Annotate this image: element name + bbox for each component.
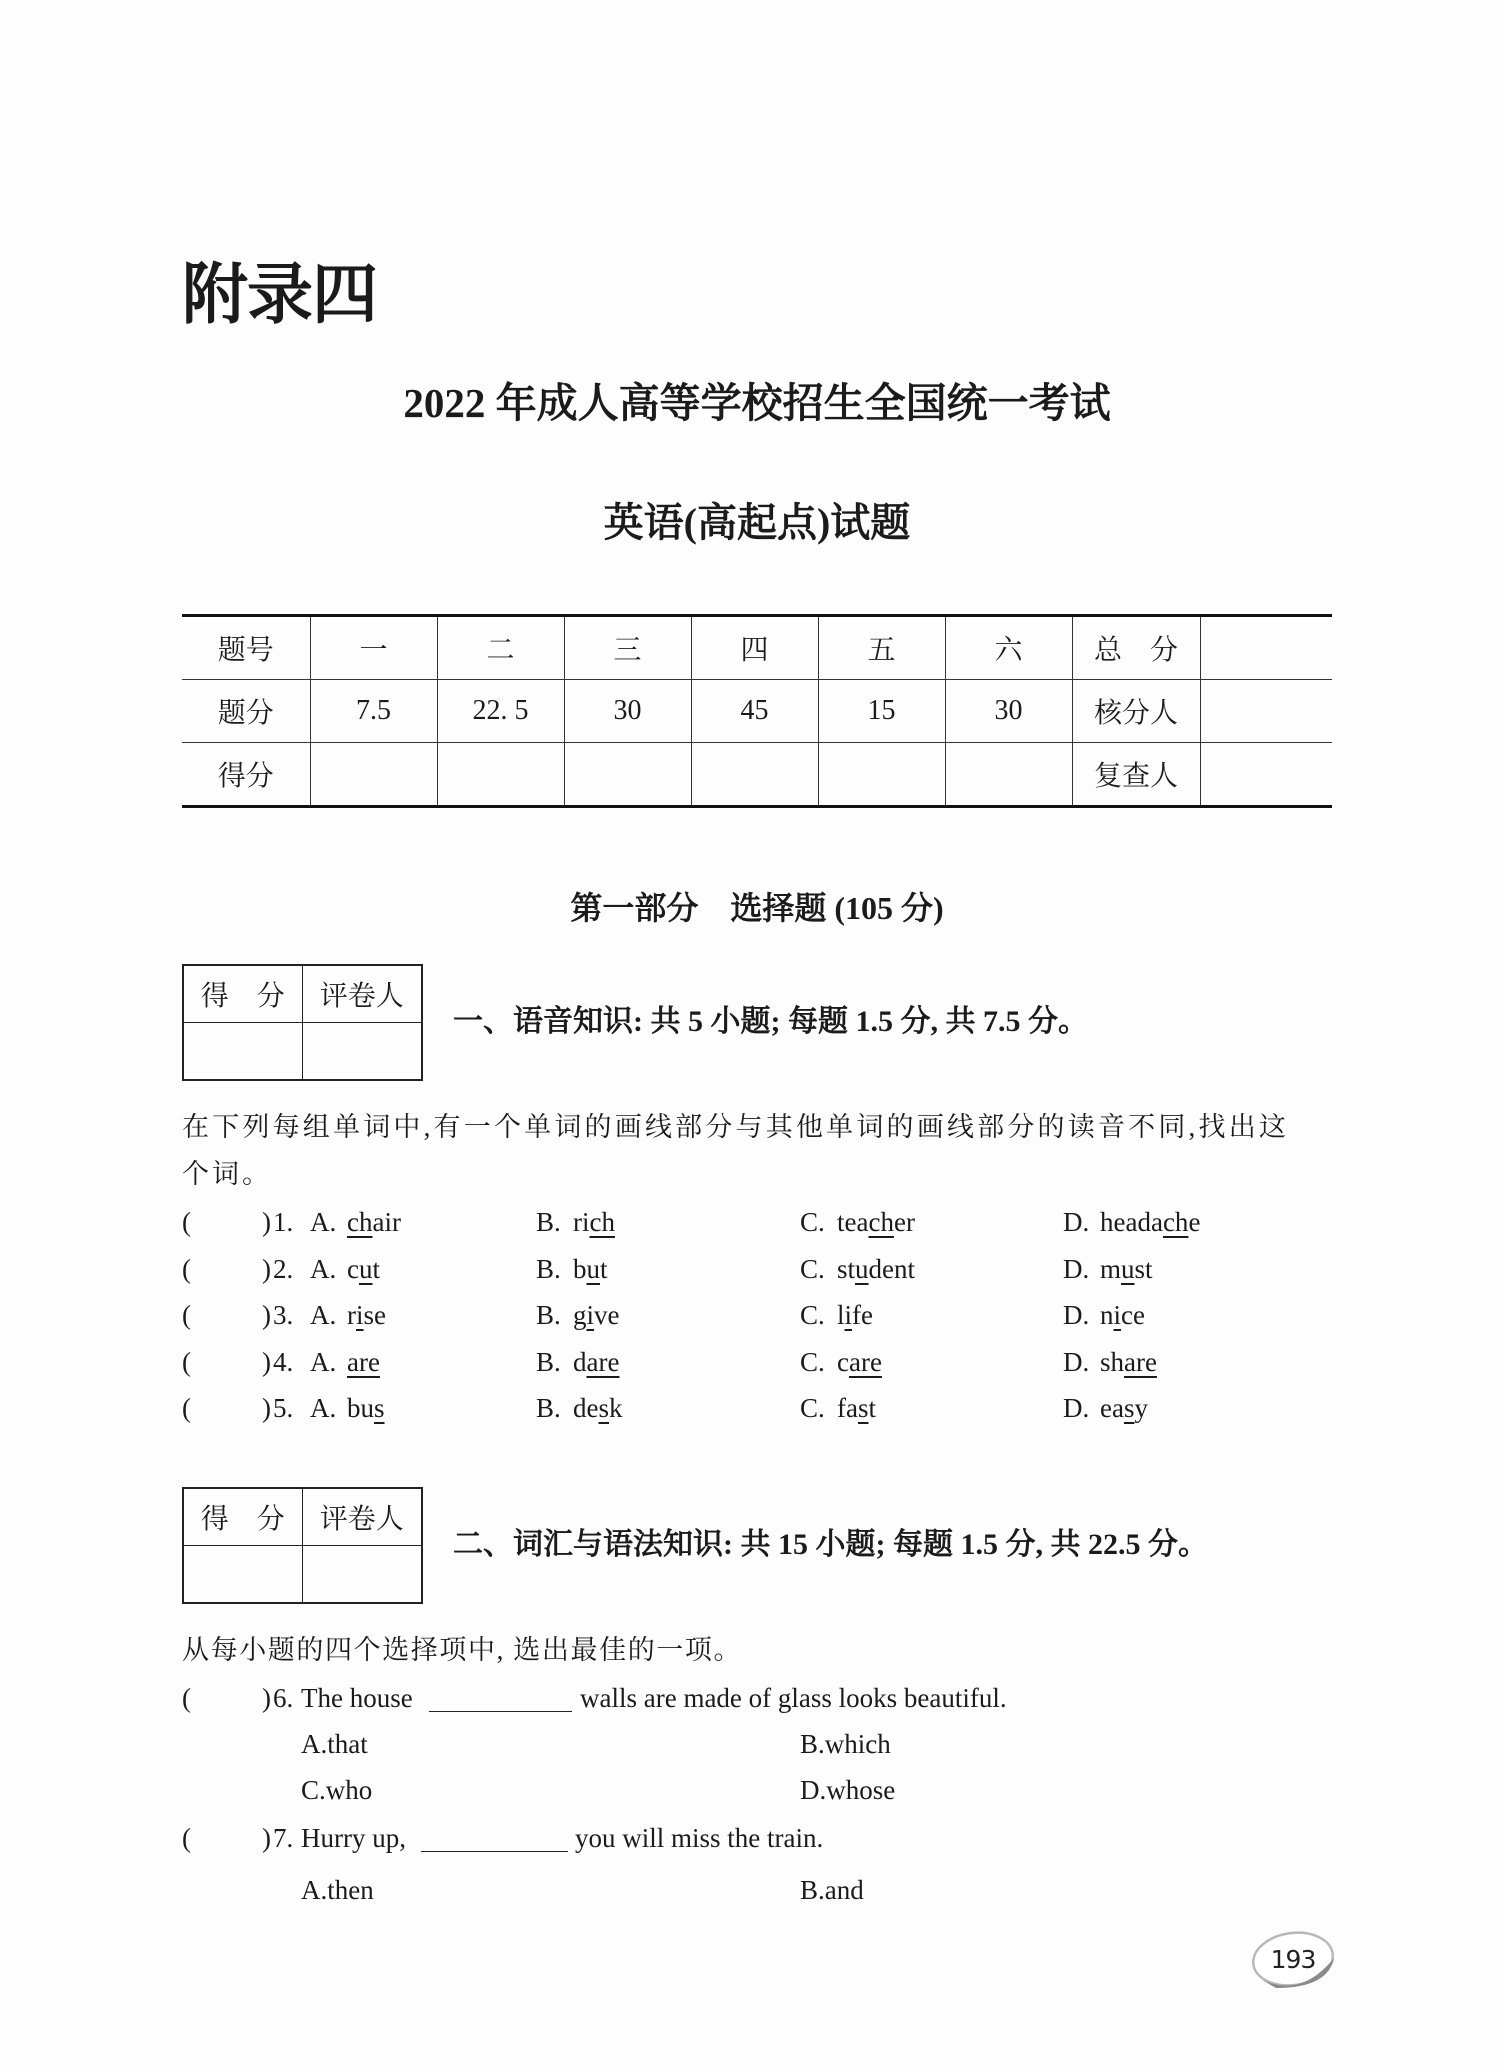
option-label: C. [800, 1393, 825, 1424]
option-text: who [325, 1775, 373, 1805]
score-table-cell: 一 [310, 616, 437, 680]
score-table-cell [1200, 616, 1332, 680]
option-word [573, 1393, 623, 1423]
score-table-cell: 45 [691, 680, 818, 743]
option-word [1100, 1393, 1148, 1423]
option-text: and [824, 1875, 864, 1905]
word-part: t [868, 1393, 877, 1424]
score-table-cell: 六 [945, 616, 1072, 680]
grader-label: 评卷人 [302, 965, 422, 1023]
option [310, 1292, 386, 1338]
word-part: c [837, 1346, 849, 1377]
exam-title: 2022 年成人高等学校招生全国统一考试 [403, 380, 1111, 426]
question-stem-after: you will miss the train. [575, 1823, 824, 1853]
word-part: ve [594, 1300, 620, 1331]
word-part: fe [852, 1300, 874, 1331]
section1-heading: 一、语音知识: 共 5 小题; 每题 1.5 分, 共 7.5 分。 [453, 1005, 1088, 1038]
word-part: m [1100, 1253, 1122, 1284]
word-part: c [347, 1253, 359, 1284]
answer-bracket-open: ( [182, 1823, 191, 1853]
option [800, 1767, 895, 1813]
option [310, 1199, 401, 1245]
word-part: b [573, 1253, 587, 1284]
question-row [0, 1246, 1504, 1292]
option [800, 1199, 915, 1245]
underlined-part: i [844, 1300, 853, 1331]
option-word [573, 1347, 619, 1377]
score-table-cell: 题号 [182, 616, 310, 680]
word-part: fa [837, 1393, 858, 1424]
answer-bracket-open: ( [182, 1253, 191, 1284]
question-stem-before: The house [301, 1683, 413, 1713]
score-table-cell: 四 [691, 616, 818, 680]
score-table-cell: 二 [437, 616, 564, 680]
grader-box [182, 964, 423, 1081]
option-label: B. [536, 1253, 561, 1284]
question-number: 5. [273, 1393, 294, 1424]
option-word [837, 1207, 915, 1237]
question-stem-after: walls are made of glass looks beautiful. [580, 1683, 1007, 1713]
option-word [347, 1347, 380, 1377]
answer-bracket-close: ) [262, 1207, 271, 1237]
underlined-part: s [857, 1393, 869, 1424]
option-word [1100, 1254, 1153, 1284]
word-part: er [893, 1207, 915, 1237]
option-text: which [824, 1729, 891, 1759]
option-row [0, 1867, 1504, 1913]
option [800, 1385, 876, 1431]
section2-heading: 二、词汇与语法知识: 共 15 小题; 每题 1.5 分, 共 22.5 分。 [453, 1528, 1208, 1561]
answer-bracket-close: ) [262, 1683, 271, 1713]
option [536, 1385, 623, 1431]
word-part: de [573, 1393, 599, 1424]
page-number: 193 [1270, 1945, 1316, 1974]
option-label: D. [1063, 1207, 1090, 1237]
word-part: l [837, 1300, 845, 1331]
option-label: A. [310, 1207, 337, 1237]
question-row [0, 1292, 1504, 1338]
underlined-part: ch [589, 1207, 615, 1237]
score-blank-cell [183, 1023, 302, 1081]
score-table-cell [310, 743, 437, 807]
option [1063, 1339, 1157, 1385]
underlined-part: are [586, 1346, 620, 1377]
option [536, 1246, 608, 1292]
grader-box [182, 1487, 423, 1604]
answer-bracket-close: ) [262, 1253, 271, 1284]
word-part: dent [868, 1253, 916, 1284]
section1-instruction-line: 个词。 [182, 1159, 272, 1189]
score-label: 得 分 [183, 965, 302, 1023]
option-word [837, 1347, 882, 1377]
option-word [1100, 1347, 1157, 1377]
option-text: that [327, 1729, 368, 1759]
question-number: 4. [273, 1346, 294, 1377]
score-table-cell: 复查人 [1072, 743, 1200, 807]
option [800, 1246, 915, 1292]
option [536, 1292, 620, 1338]
answer-bracket-close: ) [262, 1300, 271, 1331]
score-table-cell [564, 743, 691, 807]
answer-bracket-open: ( [182, 1346, 191, 1377]
option-label: B. [536, 1346, 561, 1377]
option-word [347, 1300, 386, 1330]
underlined-part: i [356, 1300, 364, 1331]
option-label: C. [800, 1207, 825, 1237]
score-table-cell: 30 [564, 680, 691, 743]
option [800, 1867, 864, 1913]
score-table-cell: 22. 5 [437, 680, 564, 743]
option-label: D. [800, 1775, 827, 1805]
word-part: sh [1100, 1346, 1125, 1377]
question-row [0, 1339, 1504, 1385]
underlined-part: s [598, 1393, 609, 1424]
score-table-cell: 15 [818, 680, 945, 743]
option [1063, 1292, 1145, 1338]
word-part: st [837, 1253, 856, 1284]
option [310, 1385, 385, 1431]
question-number: 3. [273, 1300, 294, 1331]
underlined-part: ch [347, 1207, 373, 1237]
question-number: 1. [273, 1207, 294, 1237]
question-row [0, 1815, 1504, 1861]
question-number: 7. [273, 1823, 294, 1853]
option-label: D. [1063, 1253, 1090, 1284]
answer-bracket-close: ) [262, 1346, 271, 1377]
option [301, 1867, 374, 1913]
option-label: C. [800, 1253, 825, 1284]
word-part: ri [573, 1207, 590, 1237]
word-part: t [372, 1253, 380, 1284]
underlined-part: ch [1162, 1207, 1189, 1237]
underlined-part: u [855, 1253, 869, 1284]
underlined-part: s [1123, 1393, 1135, 1424]
question-row [0, 1385, 1504, 1431]
option-label: C. [800, 1300, 825, 1331]
word-part: d [573, 1346, 587, 1377]
underlined-part: ch [868, 1207, 894, 1237]
word-part: se [363, 1300, 387, 1331]
question-number: 2. [273, 1253, 294, 1284]
option-word [1100, 1207, 1200, 1237]
answer-bracket-close: ) [262, 1393, 271, 1424]
appendix-title: 附录四 [182, 256, 377, 333]
option-text: whose [826, 1775, 896, 1805]
option-label: D. [1063, 1300, 1090, 1331]
grader-blank-cell [302, 1546, 422, 1604]
score-table-cell: 7.5 [310, 680, 437, 743]
question-row [0, 1675, 1504, 1721]
option-word [1100, 1300, 1145, 1330]
option-row [0, 1721, 1504, 1767]
option-word [347, 1207, 401, 1237]
option-word [573, 1254, 608, 1284]
score-table-cell [437, 743, 564, 807]
option-word [573, 1300, 620, 1330]
option [310, 1246, 380, 1292]
option-label: D. [1063, 1393, 1090, 1424]
answer-bracket-open: ( [182, 1207, 191, 1237]
word-part: n [1100, 1300, 1114, 1331]
score-table-cell: 30 [945, 680, 1072, 743]
option [800, 1721, 891, 1767]
answer-blank [421, 1851, 568, 1852]
underlined-part: u [358, 1253, 373, 1284]
part-title: 第一部分 选择题 (105 分) [570, 890, 944, 926]
option-label: A. [310, 1346, 337, 1377]
score-table-body [182, 616, 1332, 807]
score-table-cell [818, 743, 945, 807]
underlined-part: are [848, 1346, 882, 1377]
word-part: st [1134, 1253, 1153, 1284]
option-word [837, 1254, 915, 1284]
underlined-part: i [586, 1300, 595, 1331]
grader-blank-cell [302, 1023, 422, 1081]
option-label: B. [800, 1875, 825, 1905]
answer-blank [429, 1711, 572, 1712]
option-label: B. [800, 1729, 825, 1759]
option [301, 1767, 372, 1813]
score-summary-table [182, 614, 1332, 808]
word-part: t [600, 1253, 608, 1284]
option-label: A. [301, 1875, 328, 1905]
underlined-part: i [1113, 1300, 1122, 1331]
option-label: A. [301, 1729, 328, 1759]
page-number-badge [1246, 1922, 1340, 1998]
answer-bracket-open: ( [182, 1300, 191, 1331]
score-table-cell: 得分 [182, 743, 310, 807]
score-table-cell [1200, 680, 1332, 743]
word-part: air [372, 1207, 401, 1237]
answer-bracket-close: ) [262, 1823, 271, 1853]
score-table-cell: 三 [564, 616, 691, 680]
option [310, 1339, 380, 1385]
section1-instruction-line: 在下列每组单词中,有一个单词的画线部分与其他单词的画线部分的读音不同,找出这 [182, 1112, 1290, 1142]
word-part: k [609, 1393, 623, 1424]
paper-title: 英语(高起点)试题 [603, 500, 911, 545]
option-word [347, 1254, 380, 1284]
option-label: C. [301, 1775, 326, 1805]
option-label: B. [536, 1207, 561, 1237]
score-blank-cell [183, 1546, 302, 1604]
option-text: then [327, 1875, 374, 1905]
score-table-cell: 核分人 [1072, 680, 1200, 743]
grader-label: 评卷人 [302, 1488, 422, 1546]
score-table-cell: 总 分 [1072, 616, 1200, 680]
section2-instruction: 从每小题的四个选择项中, 选出最佳的一项。 [182, 1635, 743, 1665]
option-label: C. [800, 1346, 825, 1377]
word-part: heada [1100, 1207, 1163, 1237]
option-row [0, 1767, 1504, 1813]
score-table-cell: 五 [818, 616, 945, 680]
question-number: 6. [273, 1683, 294, 1713]
score-label: 得 分 [183, 1488, 302, 1546]
score-table-cell [1200, 743, 1332, 807]
option-label: D. [1063, 1346, 1090, 1377]
option-label: A. [310, 1253, 337, 1284]
option-word [837, 1393, 876, 1423]
word-part: tea [837, 1207, 869, 1237]
question-row [0, 1199, 1504, 1245]
option-word [573, 1207, 615, 1237]
word-part: r [347, 1300, 356, 1331]
option [1063, 1199, 1200, 1245]
option [1063, 1246, 1153, 1292]
option-label: A. [310, 1393, 337, 1424]
underlined-part: u [1121, 1253, 1135, 1284]
option [1063, 1385, 1148, 1431]
word-part: g [573, 1300, 587, 1331]
option-label: B. [536, 1393, 561, 1424]
answer-bracket-open: ( [182, 1683, 191, 1713]
underlined-part: are [1124, 1346, 1157, 1377]
question-stem-before: Hurry up, [301, 1823, 406, 1853]
score-table-row [182, 680, 1332, 743]
option [800, 1339, 882, 1385]
option [301, 1721, 368, 1767]
option [800, 1292, 873, 1338]
option-word [347, 1393, 385, 1423]
underlined-part: s [374, 1393, 385, 1424]
score-table-row [182, 743, 1332, 807]
score-table-cell [945, 743, 1072, 807]
word-part: e [1188, 1207, 1201, 1237]
option-label: B. [536, 1300, 561, 1331]
option-label: A. [310, 1300, 337, 1331]
option [536, 1199, 615, 1245]
underlined-part: u [586, 1253, 600, 1284]
option-word [837, 1300, 873, 1330]
underlined-part: are [347, 1346, 380, 1377]
word-part: bu [347, 1393, 374, 1424]
answer-bracket-open: ( [182, 1393, 191, 1424]
score-table-row [182, 616, 1332, 680]
word-part: y [1134, 1393, 1148, 1424]
option [536, 1339, 619, 1385]
word-part: ce [1121, 1300, 1145, 1331]
score-table-cell: 题分 [182, 680, 310, 743]
word-part: ea [1100, 1393, 1124, 1424]
score-table-cell [691, 743, 818, 807]
